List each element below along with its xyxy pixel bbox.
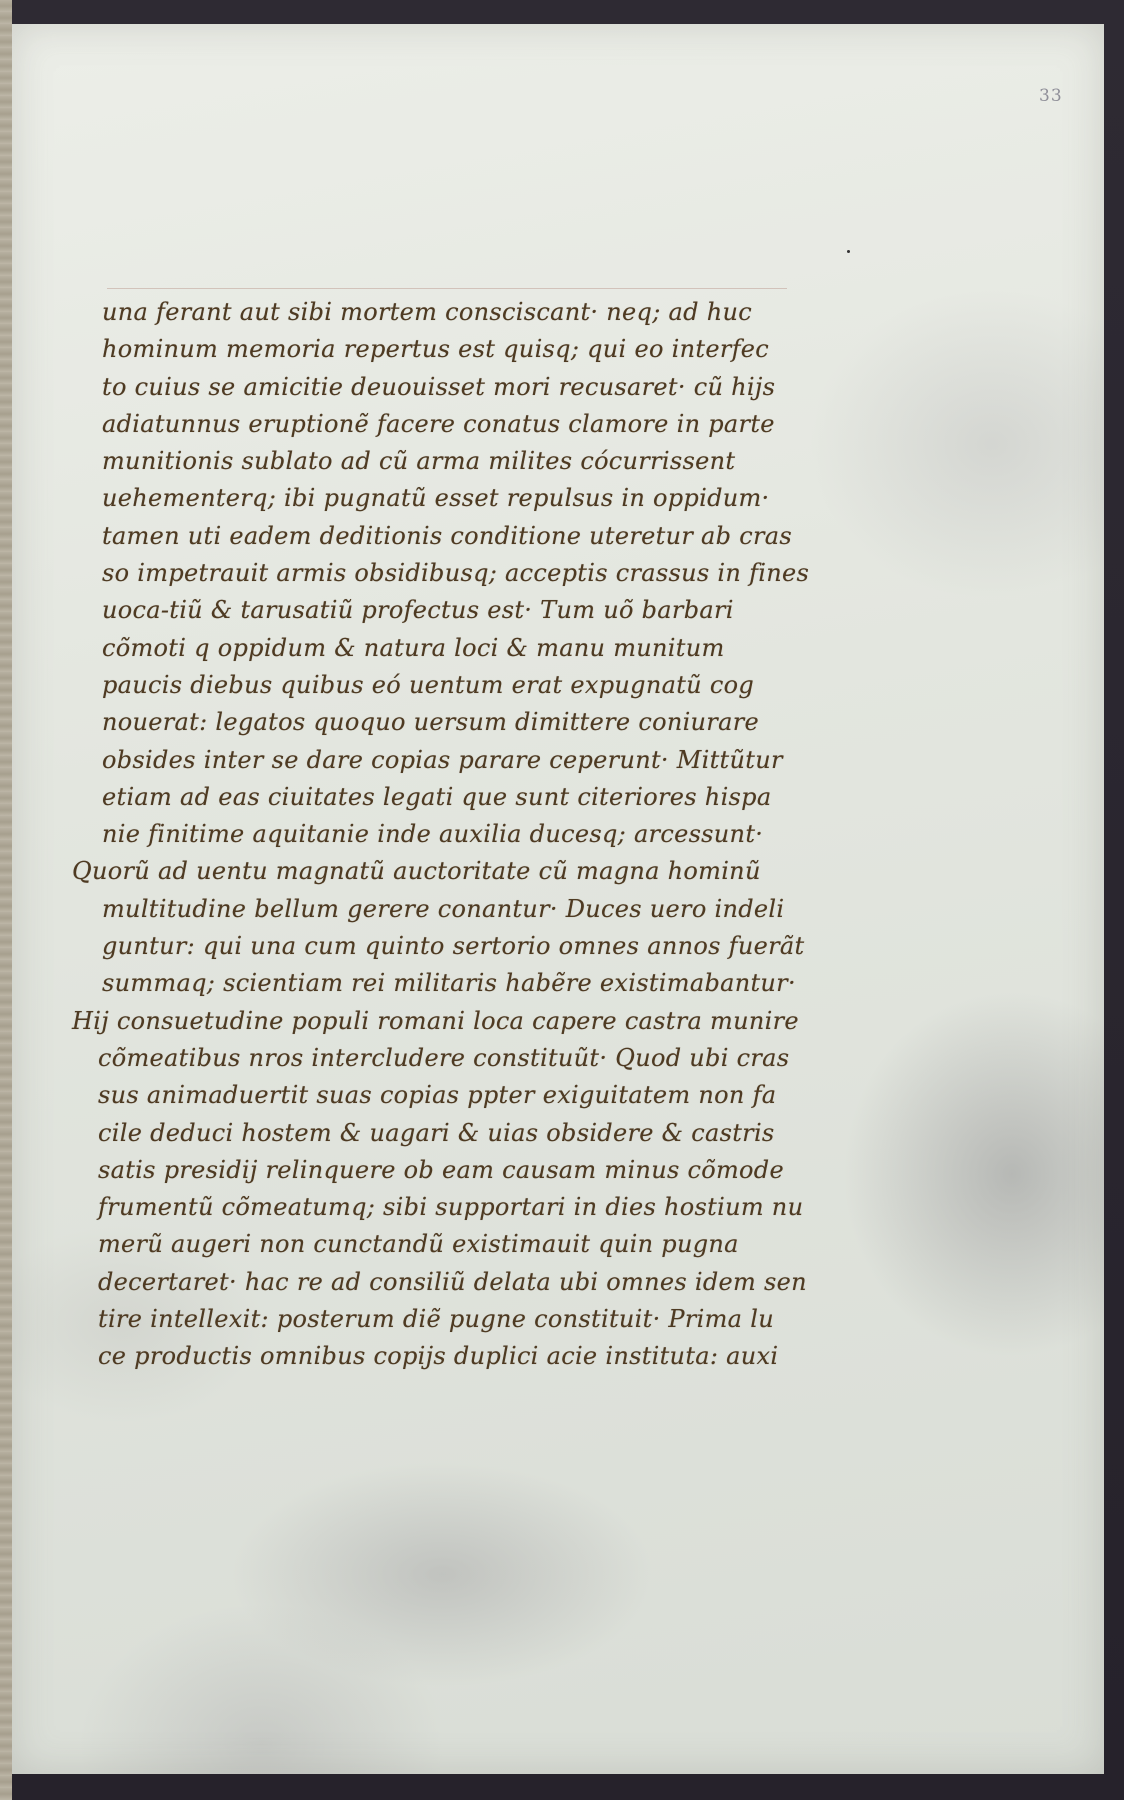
facing-page-edge [0, 0, 12, 1800]
text-line: adiatunnus eruptionẽ facere conatus clamore in parte [102, 409, 775, 438]
text-line: decertaret· hac re ad consiliũ delata ubi omnes idem sen [98, 1267, 807, 1296]
text-line: satis presidij relinquere ob eam causam minus cõmode [98, 1155, 784, 1184]
text-line: tamen uti eadem deditionis conditione uteretur ab cras [102, 521, 792, 550]
text-line: summaq; scientiam rei militaris habẽre existimabantur· [102, 969, 796, 998]
text-line: nouerat: legatos quoquo uersum dimittere coniurare [102, 708, 759, 737]
ruling-line [107, 288, 787, 289]
text-line: ce productis omnibus copijs duplici acie instituta: auxi [98, 1342, 779, 1371]
text-line: etiam ad eas ciuitates legati que sunt citeriores hispa [102, 782, 772, 811]
text-line: nie finitime aquitanie inde auxilia ducesq; arcessunt· [102, 820, 764, 849]
text-line: uoca-tiũ & tarusatiũ profectus est· Tum uõ barbari [102, 596, 734, 625]
text-column [72, 294, 832, 1376]
text-line-initial: Hij consuetudine populi romani loca capere castra munire [72, 1006, 799, 1035]
text-line: frumentũ cõmeatumq; sibi supportari in dies hostium nu [98, 1193, 804, 1222]
text-line: tire intellexit: posterum diẽ pugne constituit· Prima lu [98, 1305, 774, 1334]
text-line: paucis diebus quibus eó uentum erat expugnatũ cog [102, 670, 754, 699]
text-line: cõmeatibus nros intercludere constituũt· Quod ubi cras [98, 1043, 790, 1072]
text-line: to cuius se amicitie deuouisset mori recusaret· cũ hijs [102, 372, 776, 401]
ink-speck [847, 250, 850, 253]
text-line: cõmoti q oppidum & natura loci & manu munitum [102, 633, 725, 662]
text-line: merũ augeri non cunctandũ existimauit quin pugna [98, 1230, 739, 1259]
text-line: obsides inter se dare copias parare ceperunt· Mittũtur [102, 745, 783, 774]
text-line: uehementerq; ibi pugnatũ esset repulsus in oppidum· [102, 484, 770, 513]
text-line: multitudine bellum gerere conantur· Duces uero indeli [102, 894, 785, 923]
text-line: una ferant aut sibi mortem consciscant· neq; ad huc [102, 298, 752, 326]
text-line: sus animaduertit suas copias ppter exiguitatem non fa [98, 1081, 777, 1110]
text-line: guntur: qui una cum quinto sertorio omnes annos fuerãt [102, 932, 805, 961]
text-line-initial: Quorũ ad uentu magnatũ auctoritate cũ magna hominũ [72, 857, 761, 886]
text-line: cile deduci hostem & uagari & uias obsidere & castris [98, 1118, 775, 1147]
text-line: hominum memoria repertus est quisq; qui eo interfec [102, 335, 770, 364]
manuscript-folio [12, 24, 1104, 1774]
text-line: so impetrauit armis obsidibusq; acceptis crassus in fines [102, 559, 810, 588]
text-line: munitionis sublato ad cũ arma milites cócurrissent [102, 447, 736, 476]
folio-number: 33 [1039, 86, 1063, 106]
